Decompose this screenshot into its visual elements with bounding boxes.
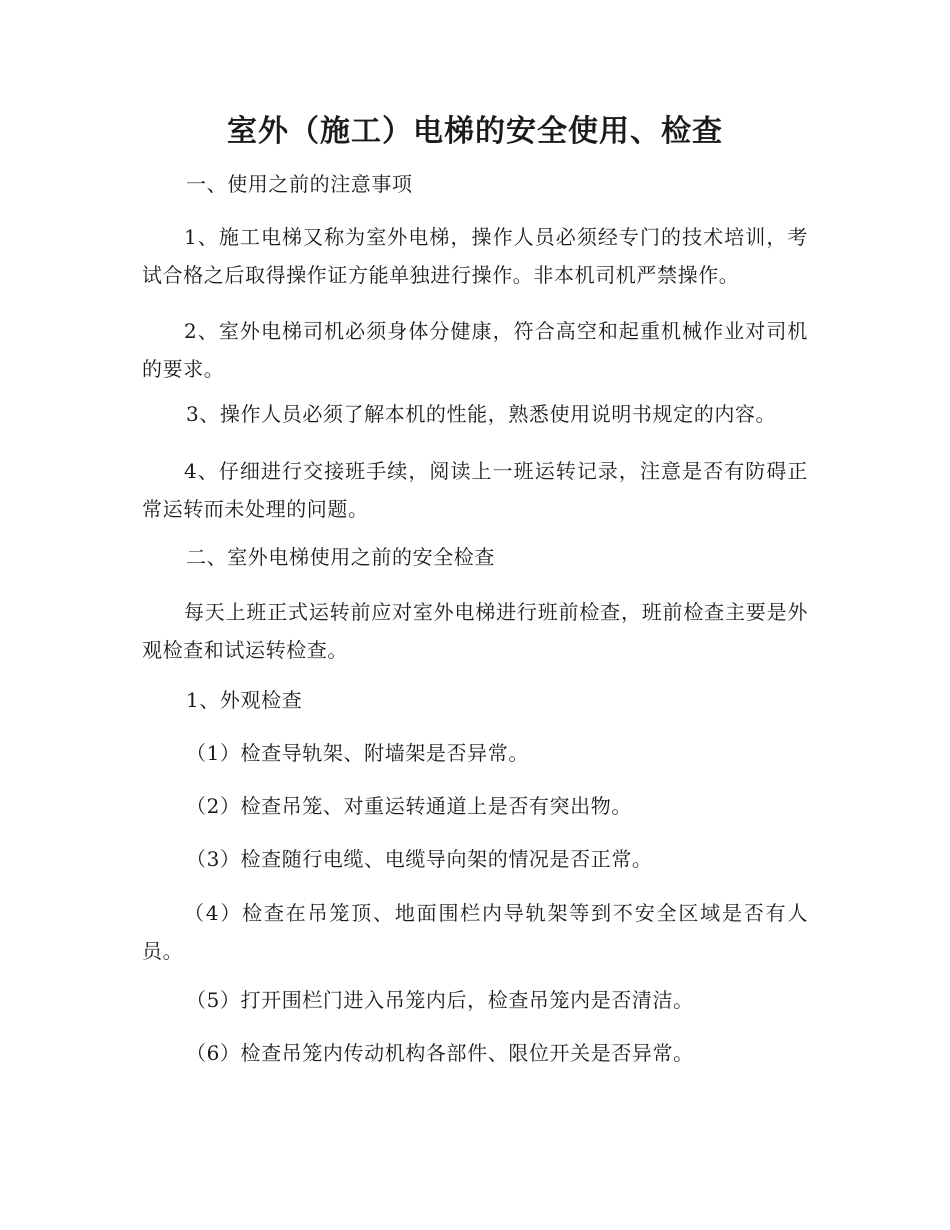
check-item-1: （1）检查导轨架、附墙架是否异常。 — [186, 741, 529, 765]
section2-intro: 每天上班正式运转前应对室外电梯进行班前检查，班前检查主要是外观检查和试运转检查。 — [142, 600, 808, 662]
check-item-6: （6）检查吊笼内传动机构各部件、限位开关是否异常。 — [186, 1041, 694, 1065]
paragraph-item4: 4、仔细进行交接班手续，阅读上一班运转记录，注意是否有防碍正常运转而未处理的问题。 — [142, 459, 808, 521]
check-item-5: （5）打开围栏门进入吊笼内后，检查吊笼内是否清洁。 — [186, 988, 694, 1012]
subsection1-heading: 1、外观检查 — [186, 688, 303, 712]
section2-heading: 二、室外电梯使用之前的安全检查 — [186, 545, 495, 569]
check-item-4: （4）检查在吊笼顶、地面围栏内导轨架等到不安全区域是否有人员。 — [142, 901, 808, 963]
paragraph-item1: 1、施工电梯又称为室外电梯，操作人员必须经专门的技术培训，考试合格之后取得操作证方能单独进行操作。非本机司机严禁操作。 — [142, 225, 808, 287]
paragraph-item3: 3、操作人员必须了解本机的性能，熟悉使用说明书规定的内容。 — [186, 402, 777, 426]
section1-heading: 一、使用之前的注意事项 — [186, 172, 413, 196]
check-item-3: （3）检查随行电缆、电缆导向架的情况是否正常。 — [186, 847, 653, 871]
check-item-2: （2）检查吊笼、对重运转通道上是否有突出物。 — [186, 794, 632, 818]
paragraph-item2: 2、室外电梯司机必须身体分健康，符合高空和起重机械作业对司机的要求。 — [142, 319, 808, 381]
document-title: 室外（施工）电梯的安全使用、检查 — [227, 114, 723, 149]
